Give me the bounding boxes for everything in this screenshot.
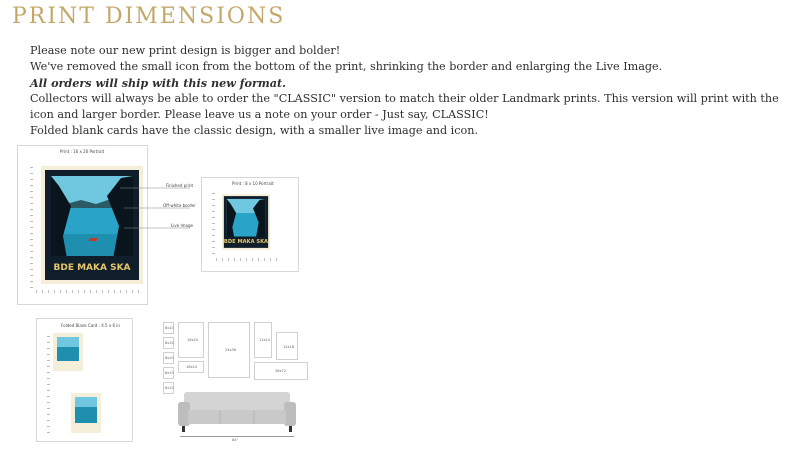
size-box [254,322,272,358]
callout-live-image: Live Image [171,223,193,228]
large-print-callouts [120,180,200,240]
vertical-ruler [212,192,215,254]
size-box [163,352,174,364]
callout-finished-print: Finished print [166,183,194,188]
couch-width-line [180,436,294,437]
vertical-ruler [30,164,33,288]
card-front-image [53,333,83,371]
folded-card-diagram[interactable] [36,318,133,442]
size-label: 12x18 [283,345,294,349]
size-label: 8x10 [165,326,174,330]
intro-line-4: Collectors will always be able to order the "CLASSIC" version to match their older Landmark prints. This version will print with the icon and larger border. Please leave us a note on your order - Just say, CLASSIC! [30,92,779,121]
intro-line-1: Please note our new print design is bigger and bolder! [30,44,341,57]
size-label: 8x10 [165,386,174,390]
size-box [276,332,298,360]
size-box [163,322,174,334]
intro-text [30,43,790,139]
horizontal-ruler [36,290,144,293]
card-back-image [71,393,101,433]
intro-line-5: Folded blank cards have the classic design, with a smaller live image and icon. [30,124,479,137]
size-label: 16x20 [187,338,198,342]
couch-width-label: 84" [232,438,239,442]
callout-off-white-border: Off-white border [163,203,196,208]
size-box [208,322,250,378]
size-box [178,361,204,373]
size-box [163,337,174,349]
size-box [178,322,204,358]
size-label: 18x24 [186,365,197,369]
intro-line-3-emphasis: All orders will ship with this new format. [30,76,287,90]
card-caption: Folded Blank Card : 4.5 x 6 in [61,323,120,328]
size-label: 8x10 [165,371,174,375]
size-label: 11x14 [259,338,270,342]
size-box [163,367,174,379]
vertical-ruler [47,333,50,433]
horizontal-ruler [216,258,278,261]
small-print-caption: Print : 8 x 10 Portrait [232,181,274,186]
page-title: PRINT DIMENSIONS [12,4,286,29]
size-label: 8x10 [165,356,174,360]
size-box [163,382,174,394]
large-print-caption: Print : 16 x 20 Portrait [60,149,105,154]
intro-line-2: We've removed the small icon from the bottom of the print, shrinking the border and enlarging the Live Image. [30,60,663,73]
small-poster-image [222,192,270,252]
size-label: 36x72 [275,369,286,373]
size-label: 24x36 [225,348,236,352]
large-poster-title: BDE MAKA SKA [53,263,131,273]
wall-size-guide[interactable] [160,318,310,444]
small-poster-title: BDE MAKA SKA [223,239,269,246]
small-print-diagram[interactable] [201,177,299,272]
size-label: 8x10 [165,341,174,345]
couch-image [178,388,296,436]
size-box [254,362,308,380]
